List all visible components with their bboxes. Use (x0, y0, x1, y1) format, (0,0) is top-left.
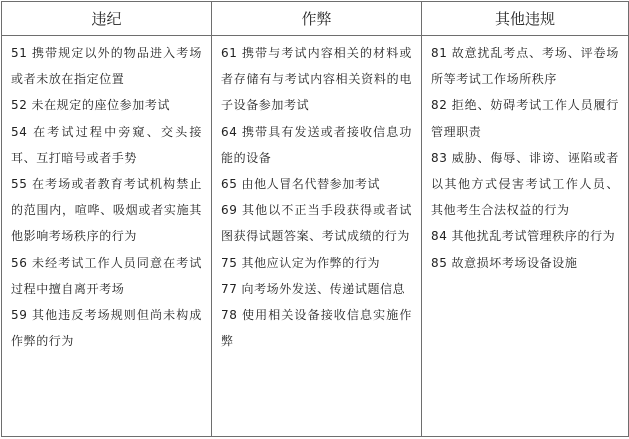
list-item (11, 250, 202, 302)
list-item (221, 197, 412, 249)
item-code: 52 (11, 98, 28, 113)
list-item (431, 223, 619, 249)
item-code: 59 (11, 308, 28, 323)
item-text: 携带具有发送或者接收信息功能的设备 (221, 124, 412, 165)
violation-code-table (1, 1, 629, 437)
header-violation: 违纪 (2, 2, 212, 36)
content-row (2, 36, 629, 437)
item-text: 向考场外发送、传递试题信息 (241, 281, 406, 296)
header-row (2, 2, 629, 36)
item-text: 由他人冒名代替参加考试 (241, 177, 381, 192)
list-item (11, 171, 202, 250)
item-text: 使用相关设备接收信息实施作弊 (221, 308, 412, 349)
item-code: 81 (431, 46, 448, 60)
item-code: 64 (221, 124, 238, 139)
list-item (11, 92, 202, 118)
item-text: 故意扰乱考点、考场、评卷场所等考试工作场所秩序 (431, 46, 619, 87)
item-code: 82 (431, 98, 448, 113)
item-text: 其他违反考场规则但尚未构成作弊的行为 (11, 308, 202, 349)
item-code: 85 (431, 255, 448, 270)
rules-table-container (1, 1, 628, 437)
list-item (431, 40, 619, 92)
list-item (221, 40, 412, 119)
item-code: 75 (221, 255, 238, 270)
list-item (11, 40, 202, 92)
item-text: 故意损坏考场设备设施 (451, 255, 578, 270)
list-item (11, 302, 202, 354)
item-code: 61 (221, 46, 238, 60)
list-item (221, 119, 412, 171)
item-code: 56 (11, 255, 28, 270)
item-text: 其他应认定为作弊的行为 (241, 255, 381, 270)
item-code: 84 (431, 229, 448, 244)
item-text: 拒绝、妨碍考试工作人员履行管理职责 (431, 98, 619, 139)
item-text: 其他以不正当手段获得或者试图获得试题答案、考试成绩的行为 (221, 203, 412, 244)
item-code: 65 (221, 177, 238, 192)
list-item (431, 145, 619, 224)
item-code: 51 (11, 46, 28, 60)
item-text: 未经考试工作人员同意在考试过程中擅自离开考场 (11, 255, 202, 296)
item-text: 在考场或者教育考试机构禁止的范围内，喧哗、吸烟或者实施其他影响考场秩序的行为 (11, 177, 202, 244)
item-code: 55 (11, 177, 28, 192)
list-item (221, 171, 412, 197)
item-code: 69 (221, 203, 238, 218)
list-item (11, 119, 202, 171)
violation-cell (2, 36, 212, 437)
list-item (431, 250, 619, 276)
item-text: 携带与考试内容相关的材料或者存储有与考试内容相关资料的电子设备参加考试 (221, 46, 412, 113)
item-text: 威胁、侮辱、诽谤、诬陷或者以其他方式侵害考试工作人员、其他考生合法权益的行为 (431, 150, 619, 218)
header-cheating: 作弊 (212, 2, 422, 36)
item-text: 在考试过程中旁窥、交头接耳、互打暗号或者手势 (11, 124, 202, 165)
list-item (431, 92, 619, 144)
item-code: 83 (431, 150, 448, 165)
item-text: 其他扰乱考试管理秩序的行为 (451, 229, 616, 244)
cheating-cell (212, 36, 422, 437)
item-code: 54 (11, 124, 28, 139)
list-item (221, 302, 412, 354)
other-violation-cell (422, 36, 629, 437)
item-code: 77 (221, 281, 238, 296)
list-item (221, 250, 412, 276)
header-other-violation: 其他违规 (422, 2, 629, 36)
item-code: 78 (221, 308, 238, 323)
item-text: 未在规定的座位参加考试 (31, 98, 171, 113)
item-text: 携带规定以外的物品进入考场或者未放在指定位置 (11, 46, 202, 87)
list-item (221, 276, 412, 302)
